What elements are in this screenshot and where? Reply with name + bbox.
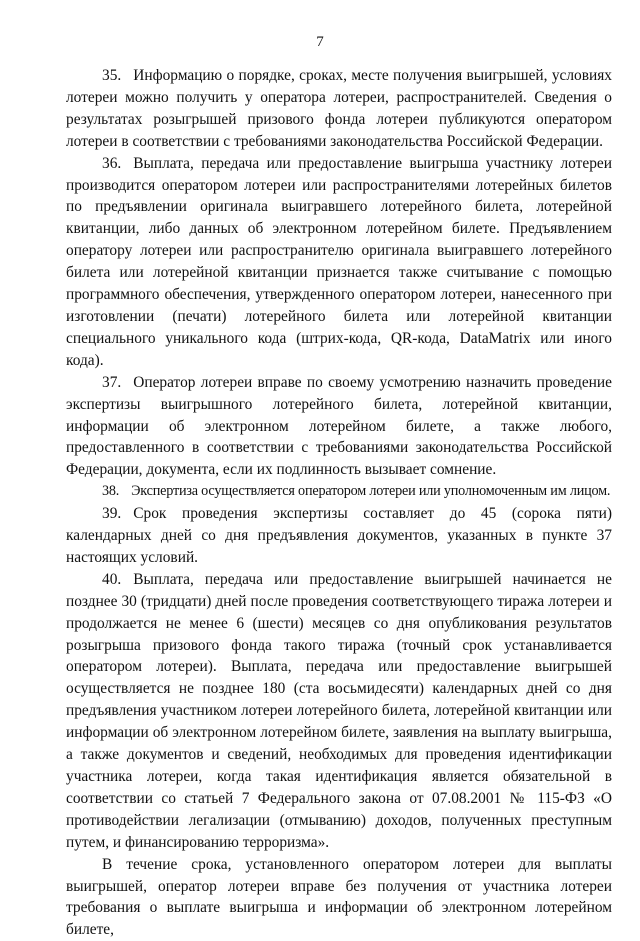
paragraph-40 (66, 569, 612, 854)
paragraph-39 (66, 503, 612, 569)
paragraph-text: Выплата, передача или предоставление выигрышей начинается не позднее 30 (тридцати) дней после проведения соответствующего тиража лотереи и продолжается не менее 6 (шести) месяцев со дня опубликования результатов розыгрыша призового фонда такого тиража (точный срок устанавливается оператором лотереи). Выплата, передача или предоставление выигрышей осуществляется не позднее 180 (ста восьмидесяти) календарных дней со дня предъявления участником лотереи лотерейного билета, лотерейной квитанции или информации об электронном лотерейном билете, заявления на выплату выигрыша, а также документов и сведений, необходимых для проведения идентификации участника лотереи, когда такая идентификация является обязательной в соответствии со статьей 7 Федерального закона от 07.08.2001 № 115-ФЗ «О противодействии легализации (отмыванию) доходов, полученных преступным путем, и финансированию терроризма». (66, 570, 612, 851)
paragraph-continuation (66, 854, 612, 941)
paragraph-text: Экспертиза осуществляется оператором лотереи или уполномоченным им лицом. (131, 483, 611, 500)
page-number: 7 (316, 34, 324, 50)
paragraph-number: 39. (102, 505, 122, 523)
paragraph-text: Оператор лотереи вправе по своему усмотрению назначить проведение экспертизы выигрышного лотерейного билета, лотерейной квитанции, информации об электронном лотерейном билете, а также любого, предоставленного в соответствии с требованиями законодательства Российской Федерации, документа, если их подлинность вызывает сомнение. (66, 373, 612, 479)
paragraph-35 (66, 65, 612, 153)
paragraph-38 (66, 481, 612, 503)
paragraph-text: Выплата, передача или предоставление выигрыша участнику лотереи производится оператором лотереи или распространителями лотерейных билетов по предъявлении оригинала выигравшего лотерейного билета, лотерейной квитанции, либо данных об электронном лотерейном билете. Предъявлением оператору лотереи или распространителю оригинала выигравшего лотерейного билета или лотерейной квитанции признается также считывание с помощью программного обеспечения, утвержденного оператором лотереи, нанесенного при изготовлении (печати) лотерейного билета или лотерейной квитанции специального уникального кода (штрих-кода, QR-кода, DataMatrix или иного кода). (66, 154, 612, 369)
paragraph-text: Срок проведения экспертизы составляет до 45 (сорока пяти) календарных дней со дня предъявления документов, указанных в пункте 37 настоящих условий. (66, 505, 612, 566)
paragraph-number: 36. (102, 154, 122, 172)
paragraph-number: 35. (102, 67, 122, 84)
paragraph-text: Информацию о порядке, сроках, месте получения выигрышей, условиях лотереи можно получить у оператора лотереи, распространителей. Сведения о результатах розыгрышей призового фонда лотереи публикуются оператором лотереи в соответствии с требованиями законодательства Российской Федерации. (66, 67, 612, 150)
paragraph-number: 40. (102, 570, 122, 588)
document-body (66, 65, 612, 941)
paragraph-36 (66, 153, 612, 372)
paragraph-37 (66, 372, 612, 482)
paragraph-text: В течение срока, установленного оператором лотереи для выплаты выигрышей, оператор лотереи вправе без получения от участника лотереи требования о выплате выигрыша и информации об электронном лотерейном билете, (66, 855, 612, 939)
paragraph-number: 37. (102, 373, 122, 391)
paragraph-number: 38. (102, 483, 120, 500)
